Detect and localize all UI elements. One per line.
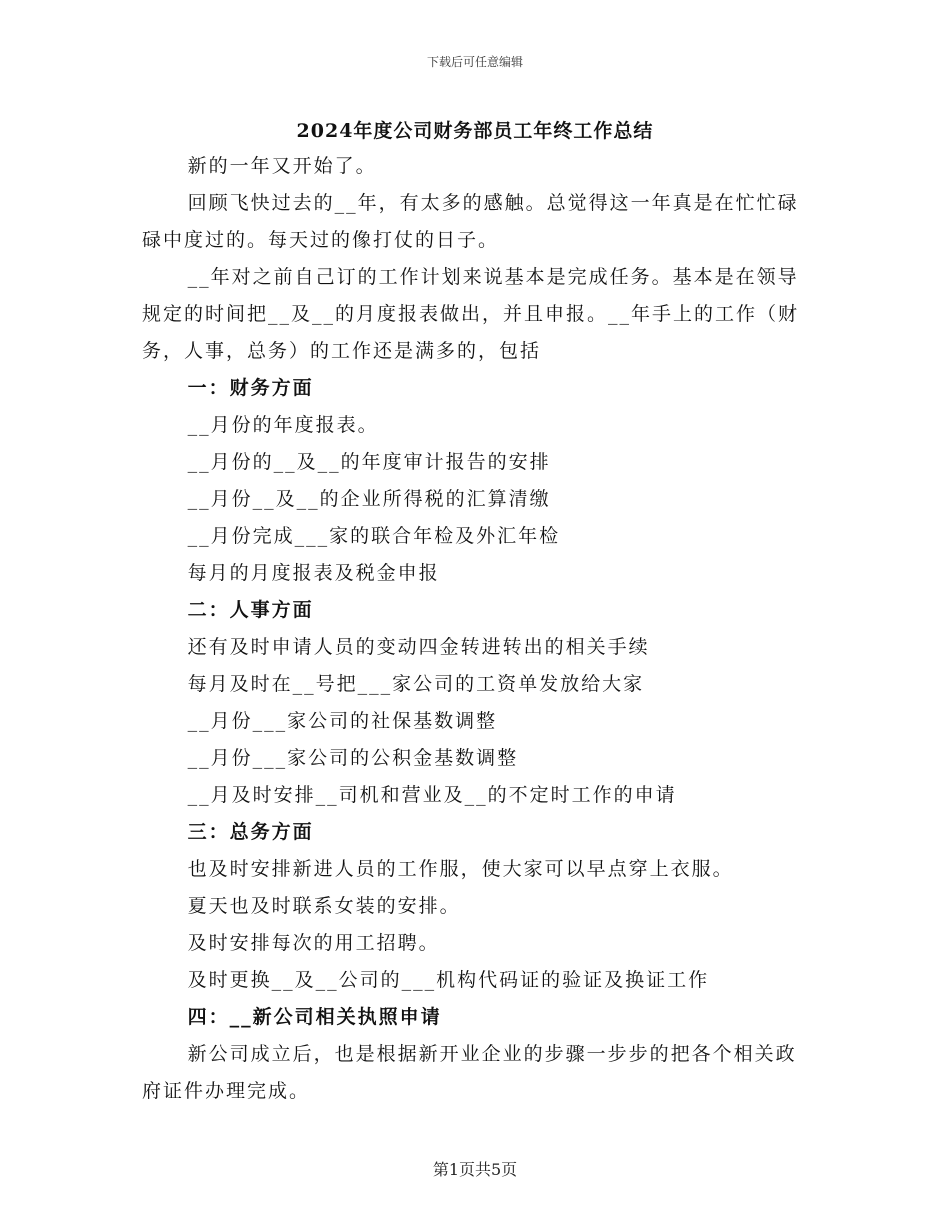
section-heading-new-company: 四：__新公司相关执照申请 — [187, 1006, 442, 1028]
list-item: __月份的__及__的年度审计报告的安排 — [187, 451, 551, 473]
document-body — [142, 148, 802, 1110]
list-item: 还有及时申请人员的变动四金转进转出的相关手续 — [187, 636, 650, 658]
list-item: __月份___家公司的社保基数调整 — [187, 710, 498, 732]
paragraph-new-company: 新公司成立后，也是根据新开业企业的步骤一步步的把各个相关政府证件办理完成。 — [142, 1043, 797, 1102]
list-item: __月份___家公司的公积金基数调整 — [187, 747, 519, 769]
paragraph-plan: __年对之前自己订的工作计划来说基本是完成任务。基本是在领导规定的时间把__及__的月度报表做出，并且申报。__年手上的工作（财务，人事，总务）的工作还是满多的，包括 — [142, 266, 800, 362]
list-item: 每月及时在__号把___家公司的工资单发放给大家 — [187, 673, 645, 695]
page-header: 下载后可任意编辑 — [426, 55, 523, 69]
paragraph-intro: 新的一年又开始了。 — [187, 155, 377, 177]
list-item: 及时更换__及__公司的___机构代码证的验证及换证工作 — [187, 969, 710, 991]
page-footer: 第1页共5页 — [432, 1160, 518, 1179]
list-item: 及时安排每次的用工招聘。 — [187, 932, 440, 954]
paragraph-review: 回顾飞快过去的__年，有太多的感触。总觉得这一年真是在忙忙碌碌中度过的。每天过的像打仗的日子。 — [142, 192, 799, 251]
list-item: __月及时安排__司机和营业及__的不定时工作的申请 — [187, 784, 677, 806]
list-item: 每月的月度报表及税金申报 — [187, 562, 440, 584]
list-item: __月份的年度报表。 — [187, 414, 379, 436]
section-heading-hr: 二：人事方面 — [187, 599, 314, 621]
list-item: __月份__及__的企业所得税的汇算清缴 — [187, 488, 551, 510]
section-heading-finance: 一：财务方面 — [187, 377, 314, 399]
list-item: 也及时安排新进人员的工作服，使大家可以早点穿上衣服。 — [187, 858, 734, 880]
document-title: 2024年度公司财务部员工年终工作总结 — [296, 120, 654, 142]
section-heading-general-affairs: 三：总务方面 — [187, 821, 314, 843]
list-item: __月份完成___家的联合年检及外汇年检 — [187, 525, 561, 547]
list-item: 夏天也及时联系女装的安排。 — [187, 895, 461, 917]
